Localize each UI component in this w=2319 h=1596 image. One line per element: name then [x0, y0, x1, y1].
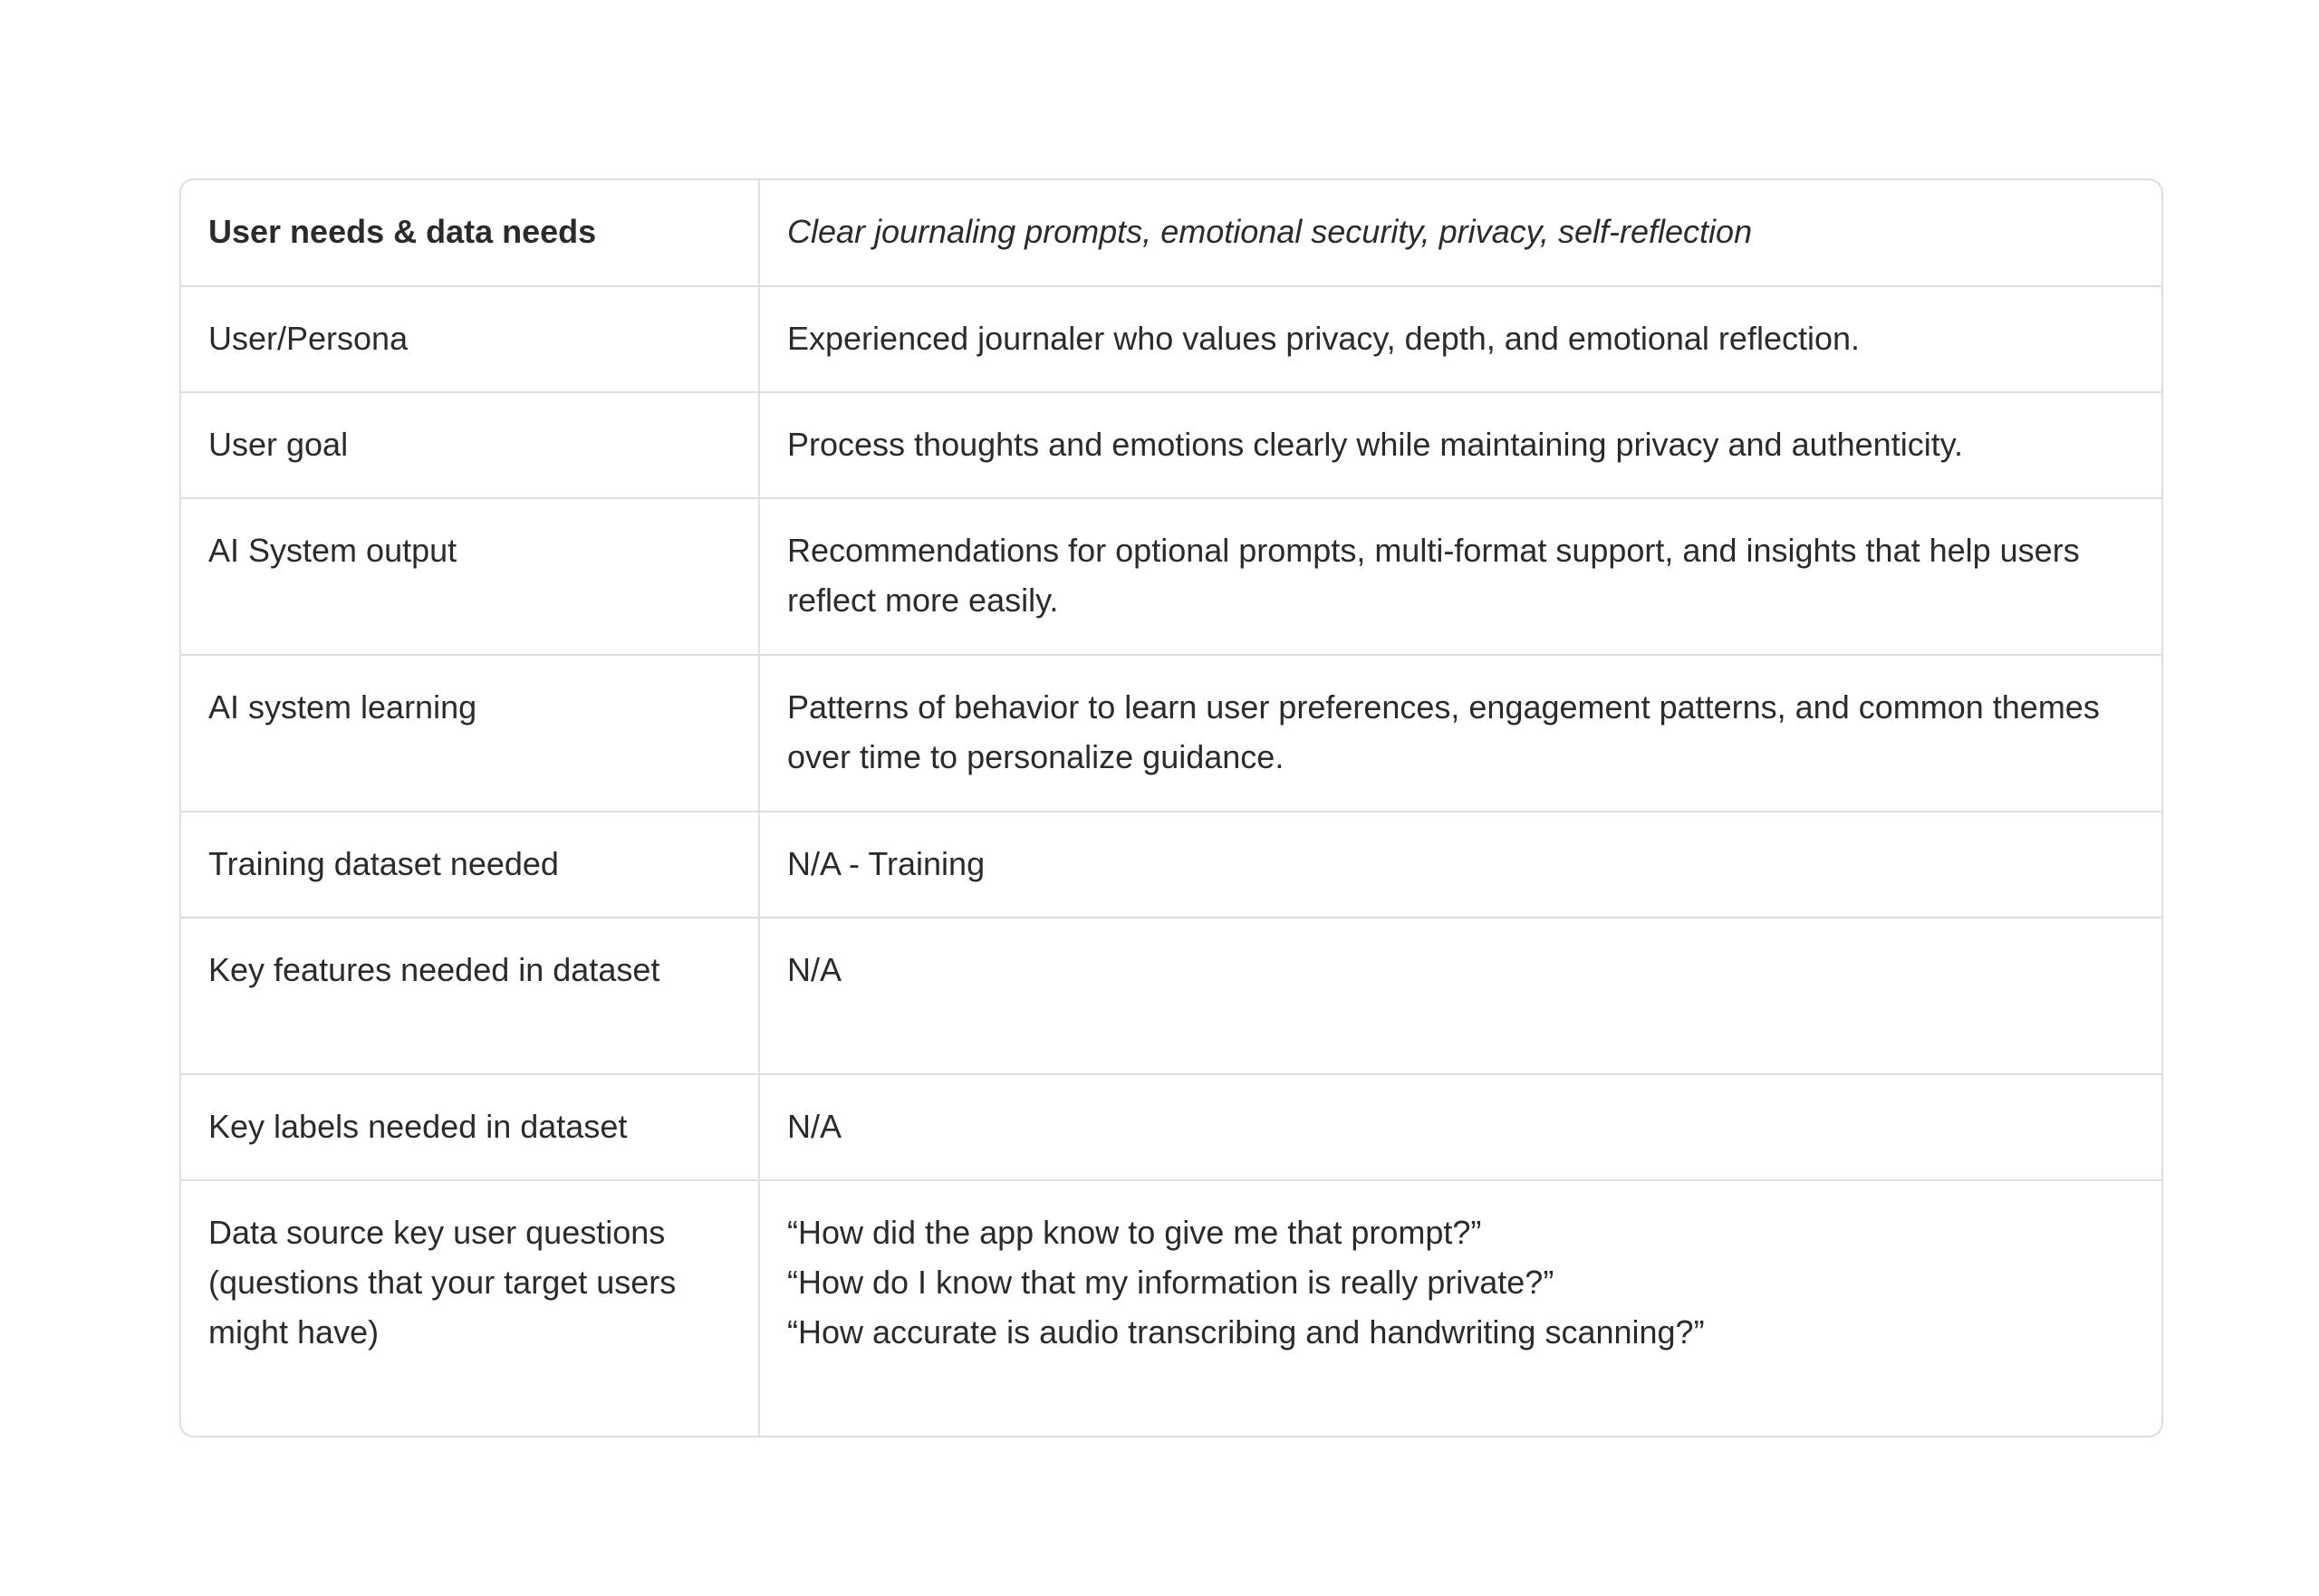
- table-row: [181, 1074, 2161, 1180]
- header-label-cell: User needs & data needs: [181, 180, 759, 286]
- user-question-line: “How did the app know to give me that prompt?”: [787, 1214, 1482, 1251]
- row-value-cell: N/A: [759, 918, 2161, 1074]
- header-value-cell: Clear journaling prompts, emotional security, privacy, self-reflection: [759, 180, 2161, 286]
- row-value-cell: Experienced journaler who values privacy, depth, and emotional reflection.: [759, 286, 2161, 392]
- user-question-line: “How do I know that my information is really private?”: [787, 1264, 1554, 1301]
- user-question-line: “How accurate is audio transcribing and handwriting scanning?”: [787, 1313, 1705, 1351]
- table-row: [181, 812, 2161, 918]
- row-value-cell: N/A - Training: [759, 812, 2161, 918]
- row-label-cell: AI System output: [181, 498, 759, 655]
- row-value-cell: [759, 1180, 2161, 1436]
- table-row: [181, 392, 2161, 498]
- data-needs-table: [179, 178, 2163, 1437]
- table-row: [181, 1180, 2161, 1436]
- row-value-cell: Process thoughts and emotions clearly while maintaining privacy and authenticity.: [759, 392, 2161, 498]
- row-label-cell: Key labels needed in dataset: [181, 1074, 759, 1180]
- row-label-cell: User goal: [181, 392, 759, 498]
- row-label-cell: Training dataset needed: [181, 812, 759, 918]
- table-row: [181, 918, 2161, 1074]
- table-row: [181, 286, 2161, 392]
- table: [181, 180, 2161, 1436]
- row-label-cell: Data source key user questions (questions that your target users might have): [181, 1180, 759, 1436]
- row-value-cell: N/A: [759, 1074, 2161, 1180]
- table-row: [181, 655, 2161, 812]
- table-header-row: [181, 180, 2161, 286]
- row-label-cell: AI system learning: [181, 655, 759, 812]
- row-value-cell: Recommendations for optional prompts, multi-format support, and insights that help users reflect more easily.: [759, 498, 2161, 655]
- row-label-cell: Key features needed in dataset: [181, 918, 759, 1074]
- table-row: [181, 498, 2161, 655]
- row-label-cell: User/Persona: [181, 286, 759, 392]
- row-value-cell: Patterns of behavior to learn user preferences, engagement patterns, and common themes over time to personalize guidance.: [759, 655, 2161, 812]
